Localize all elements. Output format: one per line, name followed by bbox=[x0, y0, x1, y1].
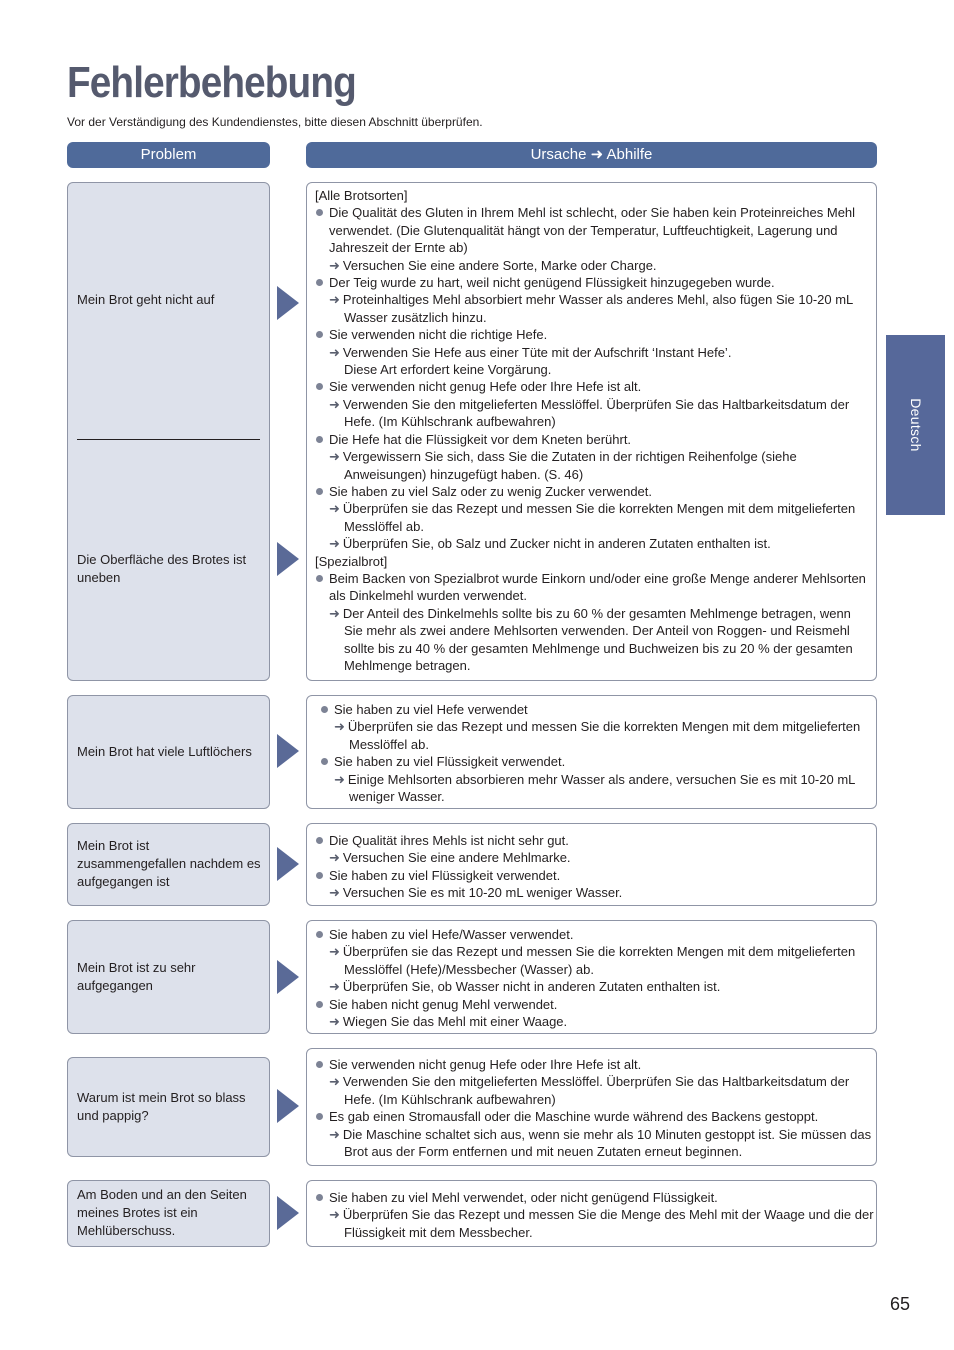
line-text: Einige Mehlsorten absorbieren mehr Wasser als andere, versuchen Sie es mit 10-20 mL bbox=[347, 771, 856, 787]
line-text: Wiegen Sie das Mehl mit einer Waage. bbox=[342, 1014, 568, 1030]
cause-bullet-line bbox=[320, 701, 870, 718]
line-text: Messlöffel ab. bbox=[349, 736, 429, 752]
remedy-line bbox=[320, 771, 870, 788]
language-side-tab bbox=[886, 335, 945, 515]
cause-bullet-line bbox=[315, 1056, 870, 1073]
line-text: sollte bis zu 40 % der gesamten Mehlmenge und Buchweizen bis zu 20 % der gesamten bbox=[344, 640, 853, 656]
cause-box-6 bbox=[306, 1180, 877, 1247]
bullet-icon bbox=[316, 279, 323, 286]
line-text: Die Maschine schaltet sich aus, wenn sie mehr als 10 Minuten gestoppt ist. Sie müssen das bbox=[342, 1126, 872, 1142]
remedy-line bbox=[315, 535, 870, 552]
bullet-icon bbox=[316, 1001, 323, 1008]
problem-box-5 bbox=[67, 1057, 270, 1157]
line-text: als Dinkelmehl wurden verwendet. bbox=[329, 588, 527, 604]
bullet-icon bbox=[316, 331, 323, 338]
remedy-line bbox=[315, 978, 870, 995]
remedy-line bbox=[315, 622, 870, 639]
remedy-line bbox=[320, 736, 870, 753]
line-text: Hefe. (Im Kühlschrank aufbewahren) bbox=[344, 414, 556, 430]
bullet-icon bbox=[316, 383, 323, 390]
arrow-right-icon: ➜ bbox=[329, 1074, 340, 1090]
line-text: Messlöffel (Hefe)/Messbecher (Wasser) ab. bbox=[344, 961, 594, 977]
line-text: Anweisungen) hinzugefügt haben. (S. 46) bbox=[344, 466, 584, 482]
remedy-line bbox=[315, 1224, 870, 1241]
arrow-right-icon: ➜ bbox=[329, 885, 340, 901]
arrow-right-icon: ➜ bbox=[329, 292, 340, 308]
line-text: Verwenden Sie den mitgelieferten Messlöffel. Überprüfen Sie das Haltbarkeitsdatum der bbox=[342, 1074, 850, 1090]
remedy-line bbox=[315, 1206, 874, 1223]
remedy-line bbox=[315, 413, 870, 430]
bullet-icon bbox=[316, 209, 323, 216]
arrow-right-icon: ➜ bbox=[329, 536, 340, 552]
arrow-right-icon: ➜ bbox=[329, 1207, 340, 1223]
arrow-right-icon: ➜ bbox=[334, 771, 345, 787]
cause-box-5 bbox=[306, 1048, 877, 1166]
remedy-line bbox=[315, 849, 870, 866]
cause-section-heading bbox=[315, 553, 870, 570]
line-text: Die Hefe hat die Flüssigkeit vor dem Kneten berührt. bbox=[329, 431, 632, 447]
cause-bullet-line bbox=[315, 239, 870, 256]
problem-box-1 bbox=[67, 182, 270, 681]
line-text: Vergewissern Sie sich, dass Sie die Zutaten in der richtigen Reihenfolge (siehe bbox=[342, 449, 797, 465]
cause-bullet-line bbox=[315, 274, 870, 291]
bullet-icon bbox=[316, 931, 323, 938]
line-text: Proteinhaltiges Mehl absorbiert mehr Wasser als anderes Mehl, also fügen Sie 10-20 mL bbox=[342, 292, 854, 308]
line-text: Überprüfen Sie, ob Wasser nicht in anderen Zutaten enthalten ist. bbox=[342, 979, 721, 995]
arrow-right-icon: ➜ bbox=[329, 257, 340, 273]
arrow-right-icon bbox=[277, 734, 299, 768]
remedy-line bbox=[315, 500, 870, 517]
cause-box-1 bbox=[306, 182, 877, 681]
cause-bullet-line bbox=[315, 1189, 870, 1206]
cause-bullet-line bbox=[315, 832, 870, 849]
line-text: Beim Backen von Spezialbrot wurde Einkorn und/oder eine große Menge anderer Mehlsorten bbox=[329, 570, 866, 586]
line-text: Versuchen Sie es mit 10-20 mL weniger Wasser. bbox=[342, 885, 623, 901]
arrow-right-icon: ➜ bbox=[329, 1126, 340, 1142]
line-text: Überprüfen Sie, ob Salz und Zucker nicht in anderen Zutaten enthalten ist. bbox=[342, 536, 771, 552]
line-text: Sie haben nicht genug Mehl verwendet. bbox=[329, 996, 558, 1012]
line-text: Flüssigkeit mit dem Messbecher. bbox=[344, 1224, 533, 1240]
line-text: Sie haben zu viel Hefe verwendet bbox=[334, 702, 528, 717]
bullet-icon bbox=[316, 1061, 323, 1068]
remedy-line bbox=[315, 1143, 870, 1160]
cause-box-4 bbox=[306, 920, 877, 1034]
line-text: Sie verwenden nicht genug Hefe oder Ihre Hefe ist alt. bbox=[329, 379, 642, 395]
line-text: Brot aus der Form entfernen und mit neuen Zutaten erneut beginnen. bbox=[344, 1144, 743, 1160]
remedy-line bbox=[320, 788, 870, 805]
arrow-right-icon bbox=[277, 1196, 299, 1230]
line-text: Sie haben zu viel Hefe/Wasser verwendet. bbox=[329, 927, 574, 942]
remedy-line bbox=[315, 943, 870, 960]
arrow-right-icon: ➜ bbox=[334, 719, 345, 735]
remedy-line bbox=[315, 605, 870, 622]
cause-bullet-line bbox=[315, 996, 870, 1013]
problem-label: Mein Brot hat viele Luftlöchers bbox=[77, 744, 252, 759]
line-text: Hefe. (Im Kühlschrank aufbewahren) bbox=[344, 1091, 556, 1107]
line-text: [Spezialbrot] bbox=[315, 553, 388, 569]
arrow-right-icon bbox=[277, 542, 299, 576]
bullet-icon bbox=[316, 1113, 323, 1120]
line-text: Verwenden Sie Hefe aus einer Tüte mit der Aufschrift ‘Instant Hefe’. bbox=[342, 344, 732, 360]
problem-divider bbox=[77, 439, 260, 440]
remedy-line bbox=[315, 396, 870, 413]
line-text: Überprüfen sie das Rezept und messen Sie die korrekten Mengen mit dem mitgelieferten bbox=[342, 501, 856, 517]
cause-bullet-line bbox=[320, 753, 870, 770]
line-text: Diese Art erfordert keine Vorgärung. bbox=[344, 362, 552, 378]
bullet-icon bbox=[321, 758, 328, 765]
cause-bullet-line bbox=[315, 587, 870, 604]
bullet-icon bbox=[321, 706, 328, 713]
cause-bullet-line bbox=[315, 222, 870, 239]
cause-bullet-line bbox=[315, 867, 870, 884]
arrow-right-icon: ➜ bbox=[329, 850, 340, 866]
line-text: Der Teig wurde zu hart, weil nicht genügend Flüssigkeit hinzugegeben wurde. bbox=[329, 275, 775, 291]
page-subtitle: Vor der Verständigung des Kundendienstes, bitte diesen Abschnitt überprüfen. bbox=[67, 115, 483, 129]
line-text: [Alle Brotsorten] bbox=[315, 188, 408, 203]
line-text: Verwenden Sie den mitgelieferten Messlöffel. Überprüfen Sie das Haltbarkeitsdatum der bbox=[342, 396, 850, 412]
remedy-line bbox=[315, 1091, 870, 1108]
remedy-line bbox=[315, 361, 870, 378]
problem-label: Mein Brot geht nicht auf bbox=[77, 292, 215, 307]
cause-column-header: Ursache ➜ Abhilfe bbox=[306, 142, 877, 168]
arrow-right-icon: ➜ bbox=[329, 449, 340, 465]
problem-label: Mein Brot ist zu sehr aufgegangen bbox=[77, 960, 196, 993]
cause-list bbox=[315, 926, 870, 1030]
remedy-line bbox=[315, 657, 870, 674]
cause-bullet-line bbox=[315, 570, 870, 587]
cause-section-heading bbox=[315, 187, 870, 204]
cause-bullet-line bbox=[315, 326, 870, 343]
page-number: 65 bbox=[890, 1294, 911, 1314]
cause-list bbox=[315, 1056, 870, 1160]
problem-box-6 bbox=[67, 1180, 270, 1247]
cause-bullet-line bbox=[315, 1108, 870, 1125]
cause-bullet-line bbox=[315, 926, 870, 943]
cause-bullet-line bbox=[315, 483, 870, 500]
line-text: Mehlmenge betragen. bbox=[344, 657, 471, 673]
remedy-line bbox=[315, 640, 870, 657]
line-text: Die Qualität des Gluten in Ihrem Mehl ist schlecht, oder Sie haben kein Proteinreiches Mehl bbox=[329, 205, 856, 221]
problem-label: Am Boden und an den Seiten meines Brotes ist ein Mehlüberschuss. bbox=[77, 1187, 247, 1238]
arrow-right-icon: ➜ bbox=[329, 344, 340, 360]
arrow-right-icon bbox=[277, 847, 299, 881]
remedy-line bbox=[315, 1126, 870, 1143]
line-text: Jahreszeit der Ernte ab) bbox=[329, 240, 468, 256]
arrow-right-icon: ➜ bbox=[329, 501, 340, 517]
line-text: weniger Wasser. bbox=[349, 789, 445, 805]
cause-list bbox=[315, 1189, 874, 1241]
arrow-right-icon: ➜ bbox=[329, 1014, 340, 1030]
remedy-line bbox=[315, 1073, 870, 1090]
line-text: Überprüfen Sie das Rezept und messen Sie die Menge des Mehl mit der Waage und die der bbox=[342, 1207, 874, 1223]
remedy-line bbox=[320, 718, 870, 735]
line-text: Sie mehr als zwei andere Mehlsorten verwenden. Der Anteil von Roggen- und Reismehl bbox=[344, 623, 850, 639]
cause-list bbox=[320, 701, 870, 805]
bullet-icon bbox=[316, 436, 323, 443]
line-text: Der Anteil des Dinkelmehls sollte bis zu 60 % der gesamten Mehlmenge betragen, wenn bbox=[342, 605, 851, 621]
bullet-icon bbox=[316, 488, 323, 495]
bullet-icon bbox=[316, 1194, 323, 1201]
problem-label: Mein Brot ist zusammengefallen nachdem es aufgegangen ist bbox=[77, 838, 261, 889]
remedy-line bbox=[315, 291, 870, 308]
line-text: verwendet. (Die Glutenqualität hängt von der Temperatur, Luftfeuchtigkeit, Lagerung und bbox=[329, 222, 838, 238]
remedy-line bbox=[315, 961, 870, 978]
arrow-right-icon: ➜ bbox=[329, 979, 340, 995]
line-text: Sie haben zu viel Flüssigkeit verwendet. bbox=[329, 867, 561, 883]
cause-list bbox=[315, 187, 870, 674]
remedy-line bbox=[315, 257, 870, 274]
language-tab-label: Deutsch bbox=[907, 398, 924, 452]
line-text: Sie haben zu viel Salz oder zu wenig Zucker verwendet. bbox=[329, 483, 653, 499]
problem-column-header: Problem bbox=[67, 142, 270, 168]
line-text: Versuchen Sie eine andere Sorte, Marke oder Charge. bbox=[342, 257, 657, 273]
arrow-right-icon bbox=[277, 960, 299, 994]
cause-bullet-line bbox=[315, 378, 870, 395]
remedy-line bbox=[315, 309, 870, 326]
bullet-icon bbox=[316, 575, 323, 582]
line-text: Überprüfen sie das Rezept und messen Sie die korrekten Mengen mit dem mitgelieferten bbox=[342, 944, 856, 960]
problem-label: Warum ist mein Brot so blass und pappig? bbox=[77, 1090, 246, 1123]
arrow-right-icon bbox=[277, 1089, 299, 1123]
bullet-icon bbox=[316, 837, 323, 844]
line-text: Sie haben zu viel Flüssigkeit verwendet. bbox=[334, 754, 566, 770]
line-text: Es gab einen Stromausfall oder die Maschine wurde während des Backens gestoppt. bbox=[329, 1109, 819, 1125]
remedy-line bbox=[315, 344, 870, 361]
cause-bullet-line bbox=[315, 204, 870, 221]
arrow-right-icon: ➜ bbox=[329, 944, 340, 960]
remedy-line bbox=[315, 466, 870, 483]
line-text: Wasser zusätzlich hinzu. bbox=[344, 309, 487, 325]
problem-box-4 bbox=[67, 920, 270, 1034]
arrow-right-icon: ➜ bbox=[329, 605, 340, 621]
page-title: Fehlerbehebung bbox=[67, 58, 356, 107]
arrow-right-icon: ➜ bbox=[329, 396, 340, 412]
line-text: Messlöffel ab. bbox=[344, 518, 424, 534]
remedy-line bbox=[315, 1013, 870, 1030]
arrow-right-icon bbox=[277, 286, 299, 320]
line-text: Überprüfen sie das Rezept und messen Sie die korrekten Mengen mit dem mitgelieferten bbox=[347, 719, 861, 735]
line-text: Versuchen Sie eine andere Mehlmarke. bbox=[342, 850, 571, 866]
remedy-line bbox=[315, 518, 870, 535]
line-text: Sie haben zu viel Mehl verwendet, oder nicht genügend Flüssigkeit. bbox=[329, 1190, 718, 1205]
problem-label: Die Oberfläche des Brotes ist uneben bbox=[77, 552, 247, 585]
line-text: Die Qualität ihres Mehls ist nicht sehr gut. bbox=[329, 833, 569, 848]
cause-bullet-line bbox=[315, 431, 870, 448]
remedy-line bbox=[315, 448, 870, 465]
cause-list bbox=[315, 832, 870, 902]
remedy-line bbox=[315, 884, 870, 901]
line-text: Sie verwenden nicht die richtige Hefe. bbox=[329, 327, 548, 343]
problem-box-2 bbox=[67, 695, 270, 809]
bullet-icon bbox=[316, 872, 323, 879]
cause-box-2 bbox=[306, 695, 877, 809]
problem-box-3 bbox=[67, 823, 270, 906]
cause-box-3 bbox=[306, 823, 877, 906]
line-text: Sie verwenden nicht genug Hefe oder Ihre Hefe ist alt. bbox=[329, 1057, 642, 1072]
